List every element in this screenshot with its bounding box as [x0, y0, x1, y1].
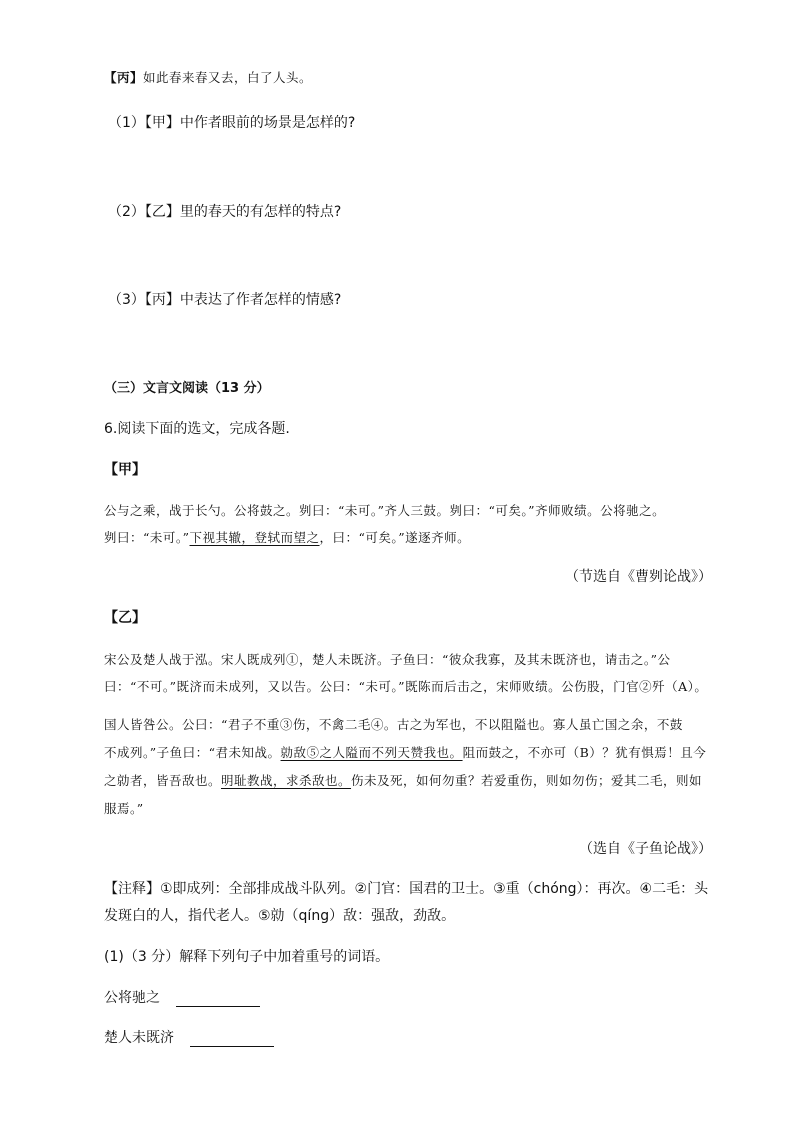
- answer-item-2: [104, 1027, 274, 1047]
- jia-label: 【甲】: [104, 462, 146, 478]
- yi-underlined-sentence-2: 明耻教战，求杀敌也。: [221, 773, 352, 788]
- yi-label: 【乙】: [104, 610, 146, 626]
- yi-p3-part-a: 之勍者，皆吾敌也。: [104, 773, 222, 788]
- answer-blank-1[interactable]: [176, 992, 260, 1007]
- bing-text: 如此春来春又去，白了人头。: [143, 70, 313, 85]
- bing-label: 【丙】: [104, 70, 144, 85]
- notes-line-1: 【注释】①即成列：全部排成战斗队列。②门官：国君的卫士。③重（chóng）：再次。④二毛：头: [104, 881, 709, 897]
- bing-poem-line: [104, 68, 312, 86]
- jia-text-line-2: [104, 528, 470, 546]
- yi-p1-line-2: 曰：“不可。”既济而未成列，又以告。公曰：“未可。”既陈而后击之，宋师败绩。公伤股，门官②歼（A）。: [104, 679, 708, 694]
- yi-source: （选自《子鱼论战》）: [579, 841, 712, 857]
- jia-text-part-b: ，曰：“可矣。”遂逐齐师。: [319, 530, 471, 545]
- notes-line-2: 发斑白的人，指代老人。⑤勍（qíng）敌：强敌，劲敌。: [104, 908, 456, 924]
- yi-p2-part-a: 不成列。”子鱼曰：“君未知战。: [104, 745, 281, 760]
- sub-question-1-prompt: (1)（3 分）解释下列句子中加着重号的词语。: [104, 949, 390, 965]
- jia-underlined-sentence: 下视其辙，登轼而望之: [189, 530, 320, 545]
- yi-p2-line-3: [104, 771, 702, 789]
- answer-item-2-text: 楚人未既济: [104, 1030, 174, 1046]
- question-6-intro: 6.阅读下面的选文，完成各题.: [104, 421, 290, 437]
- answer-item-1: [104, 987, 260, 1007]
- yi-p2-line-4: 服焉。”: [104, 801, 144, 816]
- jia-source: （节选自《曹刿论战》）: [565, 569, 712, 585]
- jia-text-line-1: 公与之乘，战于长勺。公将鼓之。刿曰：“未可。”齐人三鼓。刿曰：“可矣。”齐师败绩。公将驰之。: [104, 503, 666, 518]
- yi-p3-part-b: 伤未及死，如何勿重？若爱重伤，则如勿伤；爱其二毛，则如: [351, 773, 703, 788]
- answer-item-1-text: 公将驰之: [104, 990, 160, 1006]
- answer-blank-2[interactable]: [190, 1032, 274, 1047]
- yi-p2-part-b: 阻而鼓之，不亦可（B）？犹有惧焉！且今: [462, 745, 707, 760]
- question-2: （2）【乙】里的春天的有怎样的特点?: [108, 204, 342, 220]
- jia-text-part-a: 刿曰：“未可。”: [104, 530, 190, 545]
- yi-p2-line-2: [104, 743, 706, 761]
- yi-p2-line-1: 国人皆咎公。公曰：“君子不重③伤，不禽二毛④。古之为军也，不以阻隘也。寡人虽亡国之余，不鼓: [104, 717, 683, 732]
- section-title: （三）文言文阅读（13 分）: [104, 381, 270, 396]
- yi-p1-line-1: 宋公及楚人战于泓。宋人既成列①，楚人未既济。子鱼曰：“彼众我寡，及其未既济也，请击之。”公: [104, 652, 671, 667]
- question-1: （1）【甲】中作者眼前的场景是怎样的?: [108, 115, 356, 131]
- question-3: （3）【丙】中表达了作者怎样的情感?: [108, 292, 342, 308]
- yi-underlined-sentence-1: 勍敌⑤之人隘而不列天赞我也。: [280, 745, 463, 760]
